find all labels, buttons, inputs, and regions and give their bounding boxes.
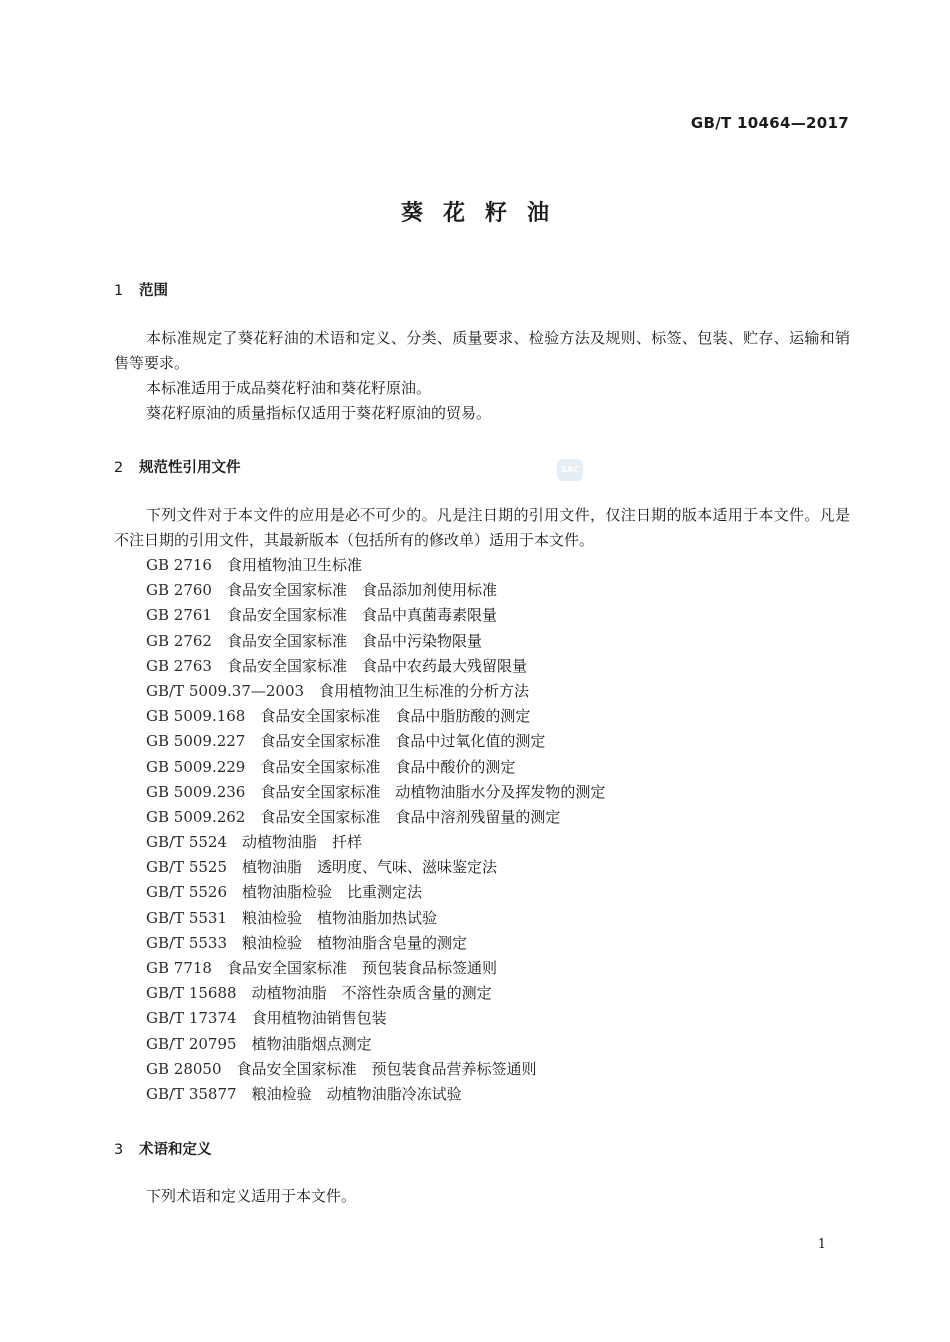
reference-title: 植物油脂 透明度、气味、滋味鉴定法 [242,858,498,877]
reference-title: 食品安全国家标准 食品中溶剂残留量的测定 [260,807,561,826]
reference-item [146,578,605,603]
reference-title: 食品安全国家标准 食品中过氧化值的测定 [260,732,546,751]
reference-code: GB 2761 [146,606,212,625]
terms-intro-paragraph: 下列术语和定义适用于本文件。 [146,1187,357,1205]
reference-item [146,1006,605,1031]
section-title: 范围 [139,283,168,299]
reference-code: GB 5009.229 [146,757,246,776]
reference-code: GB/T 5524 [146,833,228,852]
reference-code: GB/T 20795 [146,1034,237,1053]
reference-title: 食品安全国家标准 预包装食品标签通则 [226,959,497,977]
reference-item [146,654,605,679]
reference-title: 食品安全国家标准 食品中酸价的测定 [260,757,516,776]
reference-item [146,906,605,931]
reference-code: GB/T 15688 [146,984,237,1003]
reference-title: 食品安全国家标准 食品中真菌毒素限量 [226,606,497,625]
reference-title: 食品安全国家标准 预包装食品营养标签通则 [236,1059,537,1078]
reference-code: GB 28050 [146,1059,222,1078]
reference-title: 动植物油脂 扦样 [242,833,363,852]
section-heading-normative-references [114,456,241,477]
reference-item [146,956,605,981]
scope-paragraph-1: 本标准规定了葵花籽油的术语和定义、分类、质量要求、检验方法及规则、标签、包装、贮存、运输和销售等要求。 [114,329,850,372]
reference-item [146,553,605,578]
reference-code: GB 2763 [146,656,212,675]
reference-code: GB/T 5525 [146,858,228,877]
reference-title: 食品安全国家标准 食品添加剂使用标准 [226,581,497,600]
reference-code: GB 7718 [146,959,212,977]
reference-item [146,855,605,880]
reference-item [146,780,605,805]
reference-title: 动植物油脂 不溶性杂质含量的测定 [251,984,492,1003]
reference-item [146,603,605,628]
reference-item [146,1082,605,1107]
reference-title: 食品安全国家标准 食品中农药最大残留限量 [226,656,527,675]
reference-item [146,805,605,830]
section-heading-scope [114,279,168,300]
reference-title: 食品安全国家标准 食品中污染物限量 [226,631,482,650]
document-title: 葵花籽油 [400,201,569,226]
reference-item [146,679,605,704]
standard-code: GB/T 10464—2017 [690,114,849,132]
reference-code: GB/T 35877 [146,1084,237,1103]
reference-code: GB 5009.227 [146,732,246,751]
section-number: 2 [114,460,124,476]
reference-item [146,1057,605,1082]
reference-code: GB/T 17374 [146,1009,237,1028]
section-title: 术语和定义 [139,1142,212,1158]
references-intro-paragraph: 下列文件对于本文件的应用是必不可少的。凡是注日期的引用文件，仅注日期的版本适用于本文件。凡是不注日期的引用文件，其最新版本（包括所有的修改单）适用于本文件。 [114,506,850,549]
section-heading-terms-and-definitions [114,1138,212,1159]
section-number: 1 [114,283,124,299]
reference-title: 粮油检验 植物油脂含皂量的测定 [242,933,468,952]
reference-item [146,729,605,754]
reference-title: 植物油脂烟点测定 [251,1034,372,1053]
reference-title: 食用植物油卫生标准的分析方法 [319,681,530,700]
reference-code: GB 5009.262 [146,807,246,826]
section-title: 规范性引用文件 [139,460,241,476]
scope-paragraph-3: 葵花籽原油的质量指标仅适用于葵花籽原油的贸易。 [146,404,492,422]
reference-item [146,755,605,780]
reference-title: 食用植物油卫生标准 [226,556,362,574]
reference-item [146,1032,605,1057]
reference-item [146,981,605,1006]
reference-item [146,629,605,654]
reference-code: GB 2762 [146,631,212,650]
reference-item [146,880,605,905]
reference-title: 粮油检验 植物油脂加热试验 [242,908,438,927]
reference-list [146,553,605,1107]
reference-code: GB 5009.236 [146,782,246,801]
reference-title: 食品安全国家标准 食品中脂肪酸的测定 [260,707,531,726]
sac-watermark-logo: SAC [557,459,583,481]
reference-code: GB/T 5009.37—2003 [146,681,305,700]
page-number: 1 [817,1237,826,1252]
scope-paragraph-2: 本标准适用于成品葵花籽油和葵花籽原油。 [146,379,432,397]
reference-title: 粮油检验 动植物油脂冷冻试验 [251,1084,462,1103]
reference-item [146,931,605,956]
reference-title: 食用植物油销售包装 [251,1009,387,1028]
reference-code: GB 2760 [146,581,212,600]
reference-code: GB/T 5531 [146,908,228,927]
reference-title: 植物油脂检验 比重测定法 [242,883,423,902]
reference-code: GB/T 5533 [146,933,228,952]
section-number: 3 [114,1142,124,1158]
reference-title: 食品安全国家标准 动植物油脂水分及挥发物的测定 [260,782,606,801]
reference-code: GB/T 5526 [146,883,228,902]
reference-code: GB 5009.168 [146,707,246,726]
reference-code: GB 2716 [146,556,212,574]
reference-item [146,704,605,729]
reference-item [146,830,605,855]
